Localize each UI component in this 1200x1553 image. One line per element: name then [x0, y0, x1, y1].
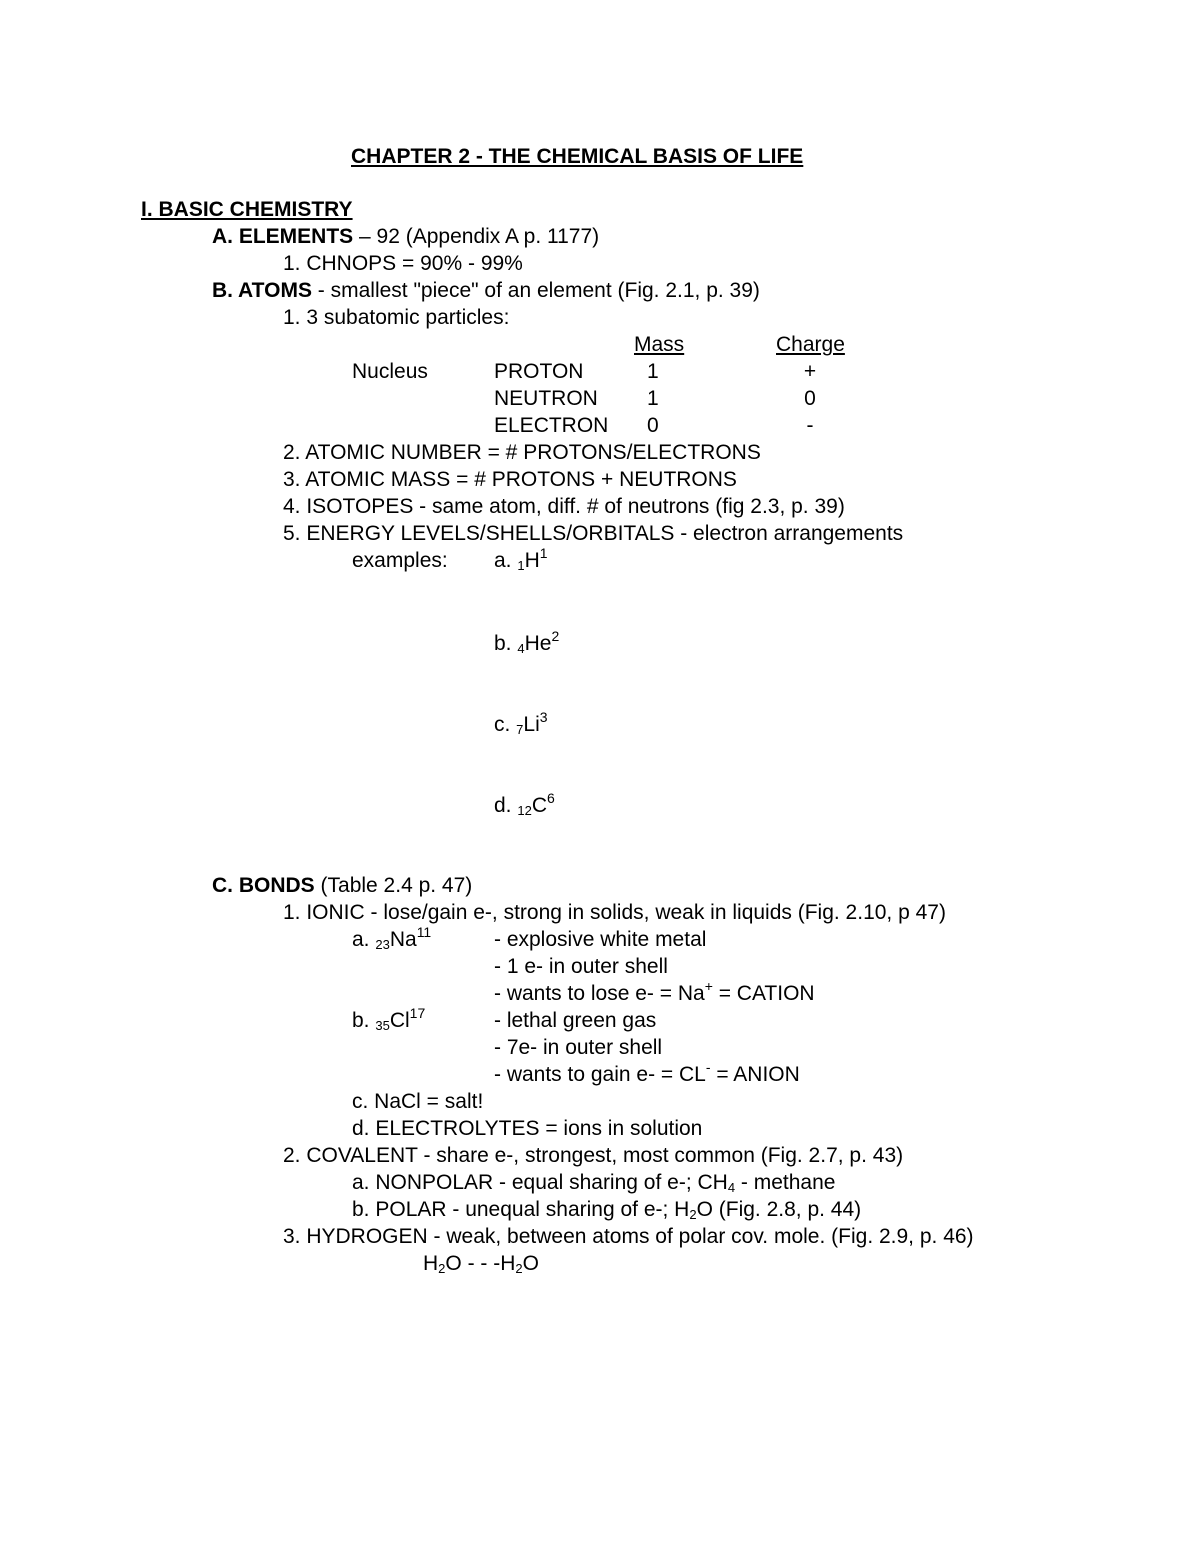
- sodium-desc-1: - explosive white metal: [494, 928, 707, 951]
- cation-text: = CATION: [712, 982, 815, 1005]
- electrolytes-line: d. ELECTROLYTES = ions in solution: [352, 1117, 703, 1140]
- sodium-desc-2: - 1 e- in outer shell: [494, 955, 668, 978]
- nacl-line: c. NaCl = salt!: [352, 1090, 484, 1113]
- methane-text: - methane: [735, 1171, 836, 1194]
- atomic-number: 3: [539, 709, 548, 725]
- element-symbol: H: [524, 549, 540, 572]
- elements-line: [212, 224, 599, 250]
- elements-item-1: 1. CHNOPS = 90% - 99%: [283, 252, 523, 275]
- atomic-number: 11: [416, 924, 432, 940]
- nucleus-label: Nucleus: [352, 360, 428, 383]
- particle-charge: -: [806, 414, 814, 437]
- sodium-symbol: [352, 924, 432, 953]
- subscript: 2: [438, 1261, 446, 1276]
- mass-number: 7: [516, 722, 524, 737]
- mass-number: 12: [517, 803, 532, 818]
- element-symbol: He: [524, 632, 552, 655]
- element-symbol: Li: [523, 713, 540, 736]
- table-header-charge: Charge: [776, 333, 845, 356]
- atoms-item-1: 1. 3 subatomic particles:: [283, 306, 510, 329]
- table-header-mass: Mass: [634, 333, 685, 356]
- example-helium: [494, 628, 560, 657]
- bonds-text: (Table 2.4 p. 47): [314, 874, 473, 897]
- polar-line: [352, 1197, 861, 1223]
- example-letter: d.: [494, 794, 518, 817]
- element-symbol: Cl: [389, 1009, 410, 1032]
- mass-number: 4: [517, 641, 525, 656]
- bonds-line: [212, 873, 472, 899]
- page-title: CHAPTER 2 - THE CHEMICAL BASIS OF LIFE: [351, 145, 804, 168]
- atomic-number: 1: [539, 545, 548, 561]
- subscript: 4: [727, 1180, 736, 1195]
- particle-mass: 1: [647, 387, 659, 410]
- atoms-text: - smallest "piece" of an element (Fig. 2.1, p. 39): [311, 279, 760, 302]
- example-hydrogen: [494, 545, 548, 574]
- anion-text: = ANION: [710, 1063, 800, 1086]
- bonds-label: C. BONDS: [212, 874, 315, 897]
- bonds-hydrogen: 3. HYDROGEN - weak, between atoms of polar cov. mole. (Fig. 2.9, p. 46): [283, 1225, 974, 1248]
- example-lithium: [494, 709, 548, 738]
- example-letter: a.: [494, 549, 518, 572]
- water-end: O: [522, 1252, 539, 1275]
- example-letter: b.: [352, 1009, 376, 1032]
- atoms-item-3: 3. ATOMIC MASS = # PROTONS + NEUTRONS: [283, 468, 737, 491]
- particle-name: NEUTRON: [494, 387, 598, 410]
- nonpolar-text: a. NONPOLAR - equal sharing of e-; CH: [352, 1171, 728, 1194]
- element-symbol: Na: [389, 928, 417, 951]
- particle-charge: 0: [804, 387, 816, 410]
- example-carbon: [494, 790, 555, 819]
- subscript: 2: [515, 1261, 523, 1276]
- chlorine-desc-3: [494, 1059, 800, 1088]
- atomic-number: 17: [409, 1005, 426, 1021]
- example-letter: b.: [494, 632, 518, 655]
- sodium-desc-3: [494, 978, 815, 1007]
- atoms-label: B. ATOMS: [212, 279, 312, 302]
- chlorine-desc-3-text: - wants to gain e- = CL: [494, 1063, 706, 1086]
- atoms-line: [212, 278, 760, 304]
- particle-name: PROTON: [494, 360, 584, 383]
- water-bond-line: [423, 1251, 539, 1277]
- subscript: 2: [689, 1207, 697, 1222]
- particle-name: ELECTRON: [494, 414, 609, 437]
- particle-mass: 1: [647, 360, 659, 383]
- sodium-desc-3-text: - wants to lose e- = Na: [494, 982, 705, 1005]
- atomic-number: 2: [551, 628, 560, 644]
- mass-number: 1: [517, 558, 525, 573]
- element-symbol: C: [531, 794, 547, 817]
- atoms-item-4: 4. ISOTOPES - same atom, diff. # of neutrons (fig 2.3, p. 39): [283, 495, 845, 518]
- chlorine-symbol: [352, 1005, 426, 1034]
- atoms-item-5: 5. ENERGY LEVELS/SHELLS/ORBITALS - electron arrangements: [283, 522, 904, 545]
- charge-sign: -: [705, 1059, 711, 1075]
- chlorine-desc-1: - lethal green gas: [494, 1009, 657, 1032]
- water-mid: O - - -H: [445, 1252, 516, 1275]
- bonds-covalent: 2. COVALENT - share e-, strongest, most common (Fig. 2.7, p. 43): [283, 1144, 904, 1167]
- elements-text: – 92 (Appendix A p. 1177): [353, 225, 600, 248]
- mass-number: 23: [375, 937, 390, 952]
- bonds-ionic: 1. IONIC - lose/gain e-, strong in solids, weak in liquids (Fig. 2.10, p 47): [283, 901, 946, 924]
- particle-mass: 0: [647, 414, 659, 437]
- elements-label: A. ELEMENTS: [212, 225, 354, 248]
- charge-sign: +: [704, 978, 713, 994]
- example-letter: c.: [494, 713, 517, 736]
- example-letter: a.: [352, 928, 376, 951]
- chlorine-desc-2: - 7e- in outer shell: [494, 1036, 663, 1059]
- examples-label: examples:: [352, 549, 448, 572]
- mass-number: 35: [375, 1018, 390, 1033]
- water-h: H: [423, 1252, 439, 1275]
- nonpolar-line: [352, 1170, 835, 1196]
- polar-ref: O (Fig. 2.8, p. 44): [696, 1198, 862, 1221]
- polar-text: b. POLAR - unequal sharing of e-; H: [352, 1198, 690, 1221]
- atomic-number: 6: [547, 790, 555, 806]
- particle-charge: +: [803, 360, 817, 383]
- section-heading-basic-chemistry: I. BASIC CHEMISTRY: [141, 198, 353, 221]
- atoms-item-2: 2. ATOMIC NUMBER = # PROTONS/ELECTRONS: [283, 441, 761, 464]
